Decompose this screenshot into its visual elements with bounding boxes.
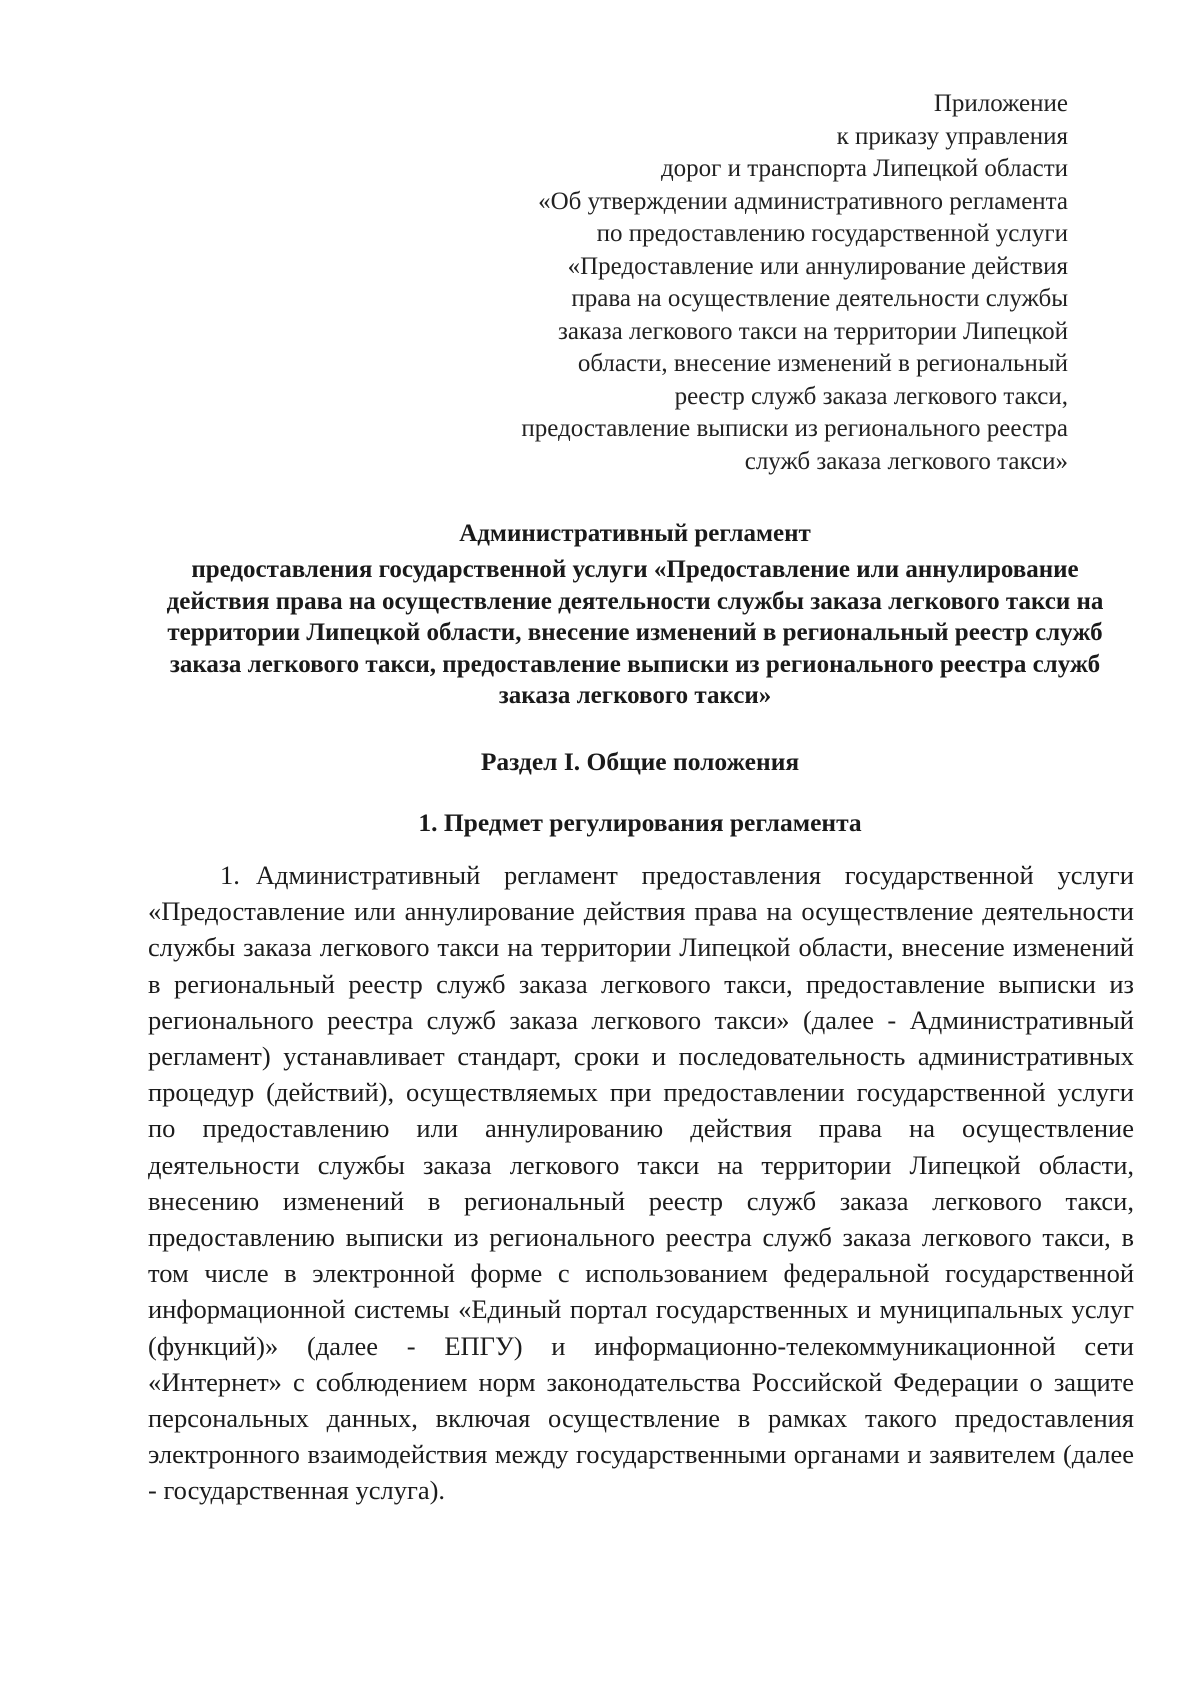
section-title: Раздел I. Общие положения [480, 747, 800, 776]
appendix-line: по предоставлению государственной услуги [596, 220, 1068, 247]
appendix-line: Приложение [933, 90, 1068, 117]
appendix-line: права на осуществление деятельности службы [571, 285, 1068, 312]
appendix-line: служб заказа легкового такси» [744, 447, 1068, 475]
appendix-line: области, внесение изменений в региональный [577, 350, 1068, 377]
appendix-line: реестр служб заказа легкового такси, [674, 382, 1068, 410]
appendix-line: «Об утверждении административного регламента [538, 187, 1068, 215]
appendix-line: «Предоставление или аннулирование действия [567, 252, 1068, 280]
paragraph-number: 1. [220, 860, 240, 890]
document-title: Административный регламент [459, 520, 811, 547]
appendix-line: заказа легкового такси на территории Липецкой [557, 317, 1068, 345]
body-paragraph [148, 857, 1134, 1509]
subsection-title: 1. Предмет регулирования регламента [418, 808, 862, 837]
appendix-line: дорог и транспорта Липецкой области [660, 155, 1068, 182]
appendix-header [521, 88, 1068, 478]
appendix-line: предоставление выписки из регионального реестра [521, 415, 1068, 442]
document-subtitle: предоставления государственной услуги «Предоставление или аннулирование действия права на осуществление деятельности службы заказа легкового такси на территории Липецкой области, внесение изменений в региональный реестр служб заказа легкового такси, предоставление выписки из регионального реестра служб заказа легкового такси» [166, 556, 1104, 709]
paragraph-text: Административный регламент предоставления государственной услуги «Предоставление или аннулирование действия права на осуществление деятельности службы заказа легкового такси на территории Липецкой области, внесение изменений в региональный реестр служб заказа легкового такси, предоставление выписки из регионального реестра служб заказа легкового такси» (далее - Административный регламент) устанавливает стандарт, сроки и последовательность административных процедур (действий), осуществляемых при предоставлении государственной услуги по предоставлению или аннулированию действия права на осуществление деятельности службы заказа легкового такси на территории Липецкой области, внесению изменений в региональный реестр служб заказа легкового такси, предоставлению выписки из регионального реестра служб заказа легкового такси, в том числе в электронной форме с использованием федеральной государственной информационной системы «Единый портал государственных и муниципальных услуг (функций)» (далее - ЕПГУ) и информационно-телекоммуникационной сети «Интернет» с соблюдением норм законодательства Российской Федерации о защите персональных данных, включая осуществление в рамках такого предоставления электронного взаимодействия между государственными органами и заявителем (далее - государственная услуга). [148, 860, 1134, 1506]
appendix-line: к приказу управления [836, 122, 1068, 150]
